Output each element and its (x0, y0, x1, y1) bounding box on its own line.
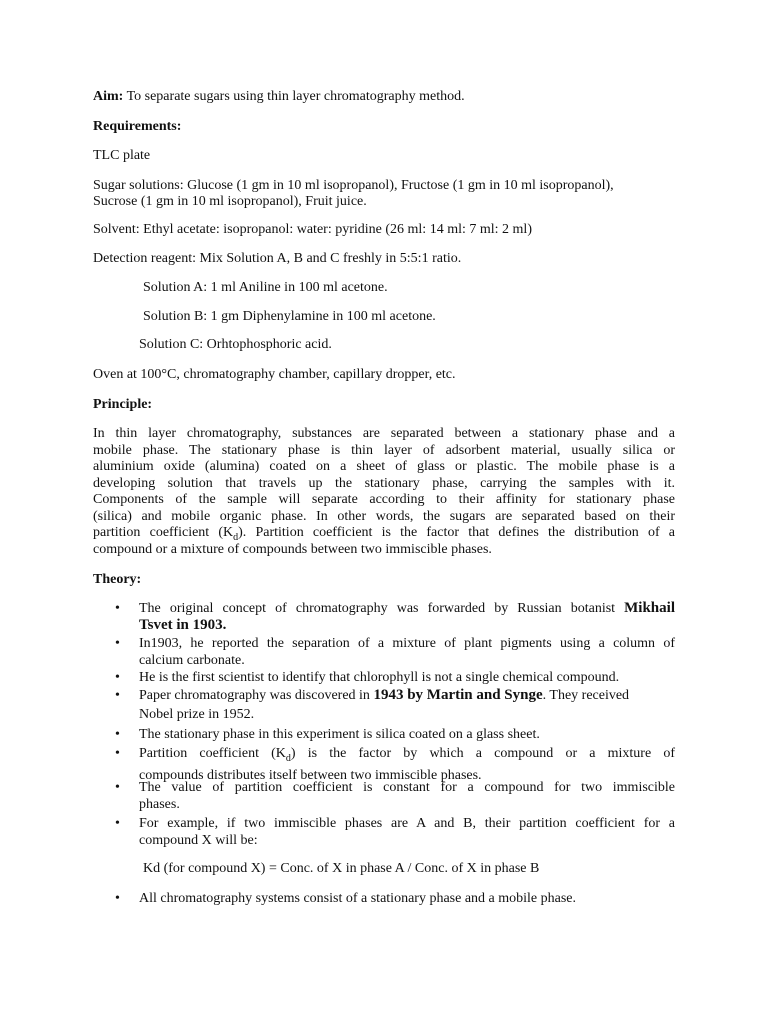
theory-bullet-7-line-2: phases. (139, 797, 180, 812)
theory-bullet-8-line-2: compound X will be: (139, 833, 258, 848)
bullet-marker: • (115, 816, 120, 831)
theory-bullet-6-kd-subscript: d (285, 752, 291, 764)
theory-bullet-6-pre: Partition coefficient (K (139, 746, 286, 761)
bullet-marker: • (115, 670, 120, 685)
requirements-heading: Requirements: (93, 119, 182, 134)
principle-line-6: (silica) and mobile organic phase. In other words, the sugars are separated based on their (93, 509, 675, 524)
theory-bullet-3-text: He is the first scientist to identify that chlorophyll is not a single chemical compound. (139, 670, 620, 685)
theory-bullet-4-line-2: Nobel prize in 1952. (139, 707, 255, 722)
theory-bullet-6-line-2: compounds distributes itself between two immiscible phases. (139, 767, 482, 783)
theory-bullet-6-post: ) is the factor by which a compound or a mixture of (290, 746, 675, 761)
principle-line-3: aluminium oxide (alumina) coated on a sheet of glass or plastic. The mobile phase is a (93, 459, 675, 474)
theory-bullet-1-line-2: Tsvet in 1903. (139, 617, 227, 633)
aim-line (93, 88, 465, 105)
req-sugar-solutions-2: Sucrose (1 gm in 10 ml isopropanol), Fruit juice. (93, 194, 367, 209)
principle-kd-subscript: d (233, 531, 239, 543)
bullet-marker: • (115, 636, 120, 651)
bullet-marker: • (115, 601, 120, 616)
req-sugar-solutions-1: Sugar solutions: Glucose (1 gm in 10 ml isopropanol), Fructose (1 gm in 10 ml isopropanol), (93, 178, 614, 193)
theory-heading: Theory: (93, 572, 142, 587)
theory-bullet-4-post: . They received (542, 688, 630, 703)
theory-bullet-1-pre: The original concept of chromatography was forwarded by Russian botanist (139, 601, 625, 616)
theory-bullet-6-line-1 (139, 745, 675, 767)
theory-bullet-1-line-1 (139, 600, 675, 617)
principle-heading: Principle: (93, 397, 153, 412)
bullet-marker: • (115, 727, 120, 742)
req-tlc-plate: TLC plate (93, 148, 151, 163)
req-solvent: Solvent: Ethyl acetate: isopropanol: water: pyridine (26 ml: 14 ml: 7 ml: 2 ml) (93, 222, 532, 237)
bullet-marker: • (115, 780, 120, 795)
theory-bullet-9-text: All chromatography systems consist of a stationary phase and a mobile phase. (139, 891, 577, 906)
theory-bullet-2-line-1: In1903, he reported the separation of a mixture of plant pigments using a column of (139, 636, 675, 651)
req-solution-a: Solution A: 1 ml Aniline in 100 ml acetone. (143, 280, 388, 295)
principle-line-5: Components of the sample will separate according to their affinity for stationary phase (93, 492, 675, 507)
principle-line-7-post: ). Partition coefficient is the factor that defines the distribution of a (238, 525, 675, 540)
bullet-marker: • (115, 891, 120, 906)
principle-line-8: compound or a mixture of compounds between two immiscible phases. (93, 542, 492, 557)
theory-bullet-7-line-1: The value of partition coefficient is constant for a compound for two immiscible (139, 780, 675, 795)
req-oven: Oven at 100°C, chromatography chamber, capillary dropper, etc. (93, 367, 456, 382)
principle-line-2: mobile phase. The stationary phase is thin layer of adsorbent material, usually silica or (93, 443, 675, 458)
aim-text: To separate sugars using thin layer chromatography method. (123, 89, 465, 104)
theory-bullet-4-line-1 (139, 687, 675, 704)
theory-bullet-4-pre: Paper chromatography was discovered in (139, 688, 374, 703)
req-detection-reagent: Detection reagent: Mix Solution A, B and C freshly in 5:5:1 ratio. (93, 251, 462, 266)
theory-bullet-8-line-1: For example, if two immiscible phases are A and B, their partition coefficient for a (139, 816, 675, 831)
theory-bullet-5-text: The stationary phase in this experiment is silica coated on a glass sheet. (139, 727, 540, 742)
principle-line-1: In thin layer chromatography, substances are separated between a stationary phase and a (93, 426, 675, 441)
req-solution-c: Solution C: Orhtophosphoric acid. (139, 337, 332, 352)
bullet-marker: • (115, 688, 120, 703)
theory-bullet-2-line-2: calcium carbonate. (139, 653, 245, 668)
bullet-marker: • (115, 746, 120, 761)
kd-formula: Kd (for compound X) = Conc. of X in phase A / Conc. of X in phase B (143, 861, 540, 876)
principle-line-4: developing solution that travels up the stationary phase, carrying the samples with it. (93, 476, 675, 491)
aim-label: Aim: (93, 89, 124, 104)
theory-bullet-1-bold-name: Mikhail (624, 600, 675, 616)
req-solution-b: Solution B: 1 gm Diphenylamine in 100 ml acetone. (143, 309, 436, 324)
theory-bullet-4-bold: 1943 by Martin and Synge (373, 687, 543, 703)
principle-line-7-pre: partition coefficient (K (93, 525, 234, 540)
